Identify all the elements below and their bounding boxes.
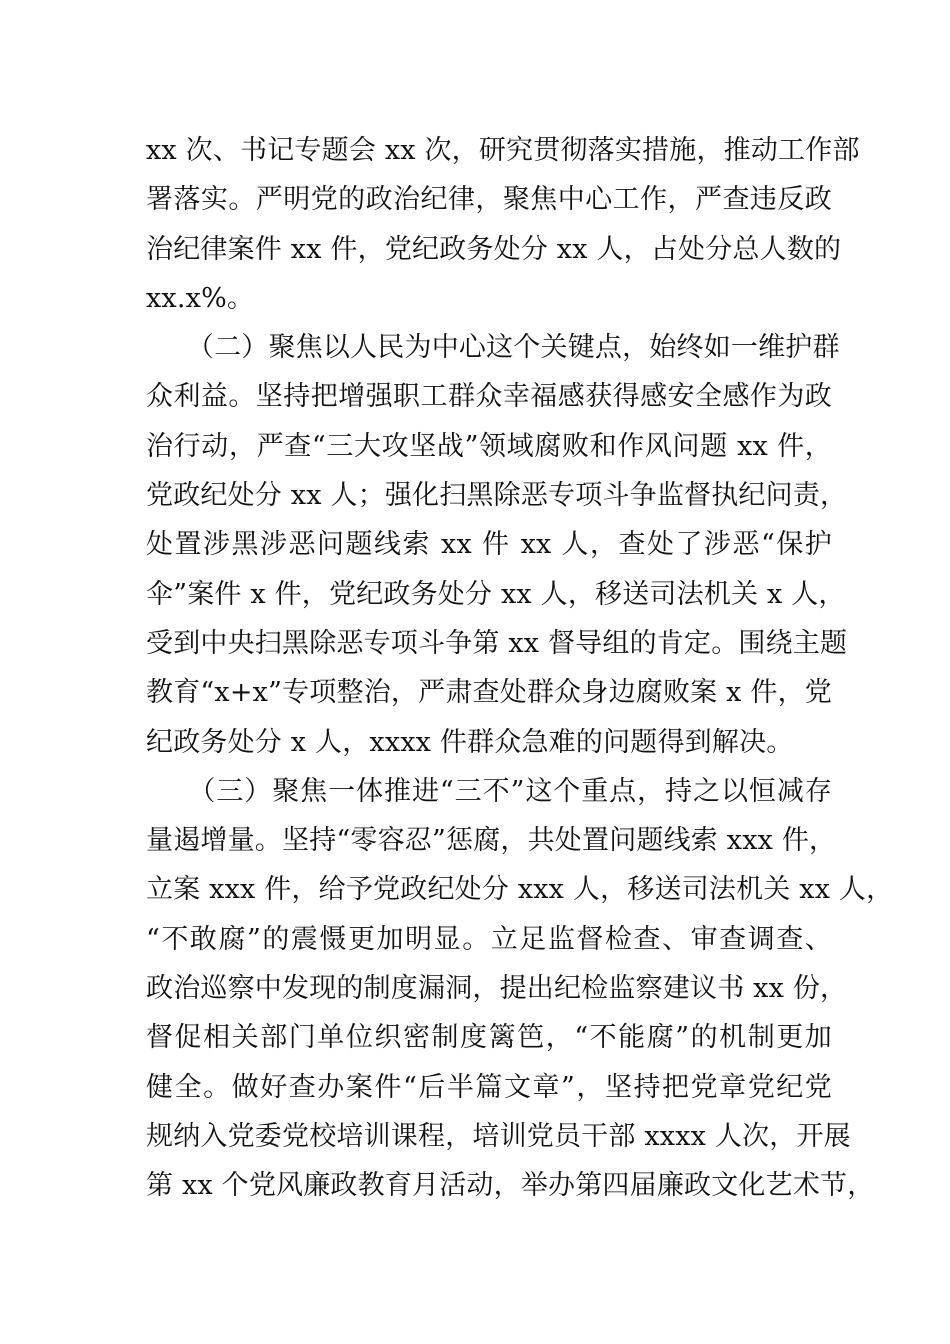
text-line-18: 政治巡察中发现的制度漏洞，提出纪检监察建议书 xx 份，	[146, 973, 848, 1005]
text-line-15: 量遏增量。坚持“零容忍”惩腐，共处置问题线索 xxx 件，	[146, 825, 837, 857]
text-line-10: 伞”案件 x 件，党纪政务处分 xx 人，移送司法机关 x 人，	[146, 578, 846, 610]
document-body	[146, 126, 894, 1211]
text-line-16: 立案 xxx 件，给予党政纪处分 xxx 人，移送司法机关 xx 人，	[146, 874, 894, 906]
text-line-19: 督促相关部门单位织密制度篱笆，“不能腐”的机制更加	[146, 1022, 832, 1054]
text-line-12: 教育“x+x”专项整治，严肃查处群众身边腐败案 x 件，党	[146, 677, 832, 709]
text-line-6: 众利益。坚持把增强职工群众幸福感获得感安全感作为政	[146, 381, 832, 413]
text-line-1: xx 次、书记专题会 xx 次，研究贯彻落实措施，推动工作部	[146, 135, 860, 166]
text-line-4: xx.x%。	[146, 282, 255, 314]
text-line-22: 第 xx 个党风廉政教育月活动，举办第四届廉政文化艺术节，	[146, 1170, 875, 1202]
text-line-8: 党政纪处分 xx 人；强化扫黑除恶专项斗争监督执纪问责，	[146, 480, 848, 512]
text-line-2: 署落实。严明党的政治纪律，聚焦中心工作，严查违反政	[146, 184, 832, 216]
text-line-9: 处置涉黑涉恶问题线索 xx 件 xx 人，查处了涉恶“保护	[146, 529, 832, 561]
text-line-7: 治行动，严查“三大攻坚战”领域腐败和作风问题 xx 件，	[146, 430, 832, 462]
text-line-11: 受到中央扫黑除恶专项斗争第 xx 督导组的肯定。围绕主题	[146, 627, 848, 659]
text-line-17: “不敢腐”的震慑更加明显。立足监督检查、审查调查、	[146, 923, 832, 955]
text-line-21: 规纳入党委党校培训课程，培训党员干部 xxxx 人次，开展	[146, 1120, 851, 1152]
text-line-5: （二）聚焦以人民为中心这个关键点，始终如一维护群	[146, 332, 840, 364]
text-line-3: 治纪律案件 xx 件，党纪政务处分 xx 人，占处分总人数的	[146, 233, 842, 265]
text-line-14: （三）聚焦一体推进“三不”这个重点，持之以恒减存	[146, 775, 832, 807]
text-line-13: 纪政务处分 x 人，xxxx 件群众急难的问题得到解决。	[146, 726, 794, 758]
text-line-20: 健全。做好查办案件“后半篇文章”，坚持把党章党纪党	[146, 1071, 832, 1103]
